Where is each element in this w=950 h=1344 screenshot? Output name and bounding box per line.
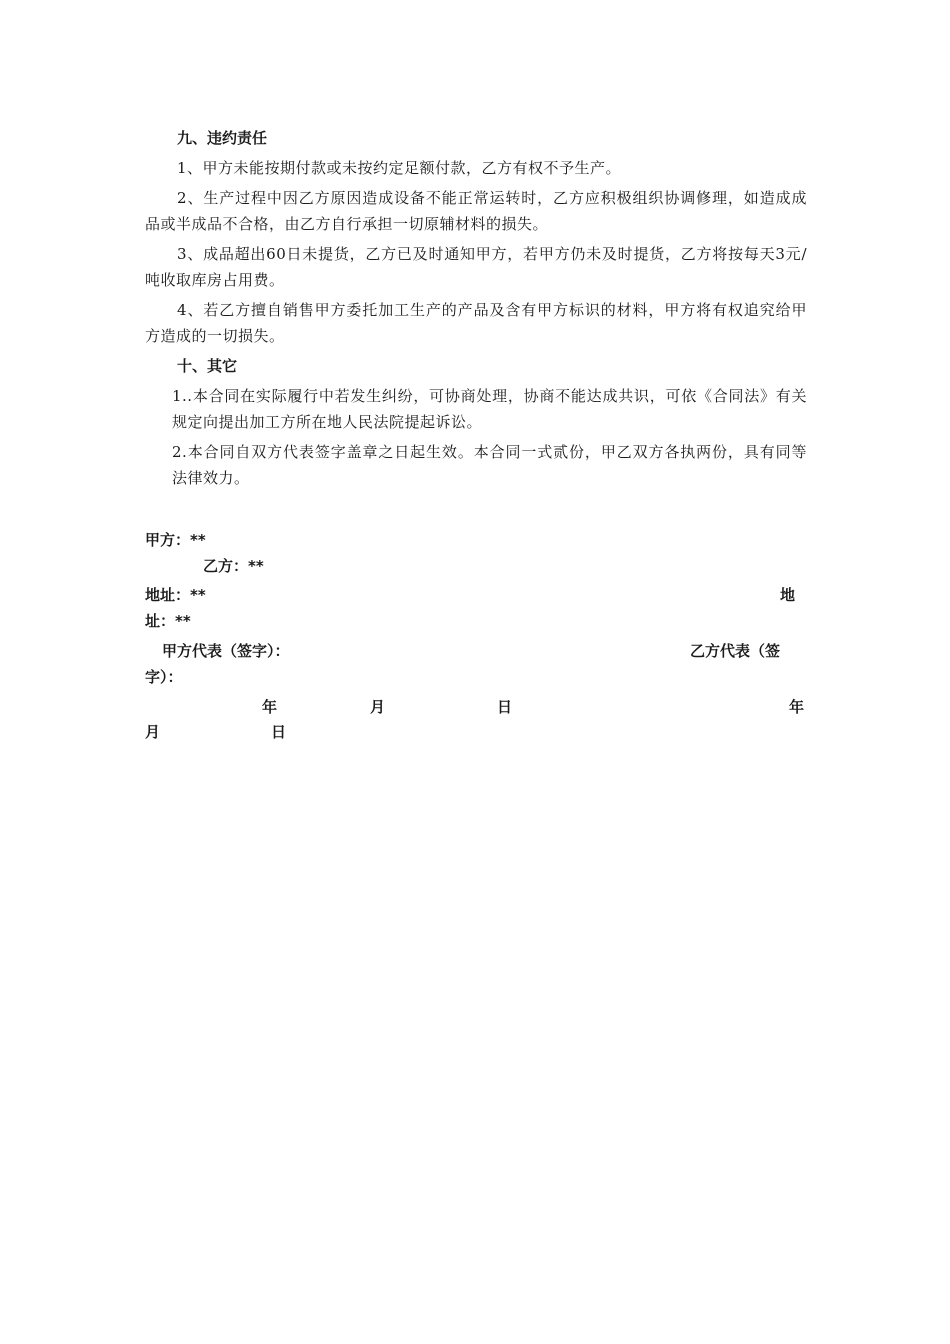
clause-9-2: 2、生产过程中因乙方原因造成设备不能正常运转时，乙方应积极组织协调修理，如造成成品或半成品不合格，由乙方自行承担一切原辅材料的损失。 <box>145 189 807 233</box>
clause-10-1: 1..本合同在实际履行中若发生纠纷，可协商处理，协商不能达成共识，可依《合同法》有关规定向提出加工方所在地人民法院提起诉讼。 <box>172 387 807 431</box>
address-b-label-part2: 址：** <box>145 612 191 630</box>
rep-b-signature-label-part2: 字）： <box>145 668 183 686</box>
section-heading-breach: 九、违约责任 <box>177 129 268 147</box>
date-a-year: 年 <box>262 698 278 716</box>
address-a-label: 地址：** <box>145 586 206 604</box>
address-b-label-part1: 地 <box>780 586 796 604</box>
party-a-label: 甲方：** <box>145 531 206 549</box>
date-a-month: 月 <box>370 698 386 716</box>
rep-b-signature-label-part1: 乙方代表（签 <box>690 642 781 660</box>
clause-9-4: 4、若乙方擅自销售甲方委托加工生产的产品及含有甲方标识的材料，甲方将有权追究给甲方造成的一切损失。 <box>145 301 807 345</box>
date-a-day: 日 <box>497 698 513 716</box>
clause-9-1: 1、甲方未能按期付款或未按约定足额付款，乙方有权不予生产。 <box>177 159 622 177</box>
clause-9-3: 3、成品超出60日未提货，乙方已及时通知甲方，若甲方仍未及时提货，乙方将按每天3元/吨收取库房占用费。 <box>145 245 807 289</box>
clause-10-2: 2.本合同自双方代表签字盖章之日起生效。本合同一式贰份，甲乙双方各执两份，具有同等法律效力。 <box>172 443 807 487</box>
section-heading-other: 十、其它 <box>177 357 238 375</box>
party-b-label: 乙方：** <box>203 557 264 575</box>
date-b-year: 年 <box>789 698 805 716</box>
date-b-day: 日 <box>271 723 287 741</box>
rep-a-signature-label: 甲方代表（签字）： <box>162 642 290 660</box>
date-b-month: 月 <box>145 723 161 741</box>
